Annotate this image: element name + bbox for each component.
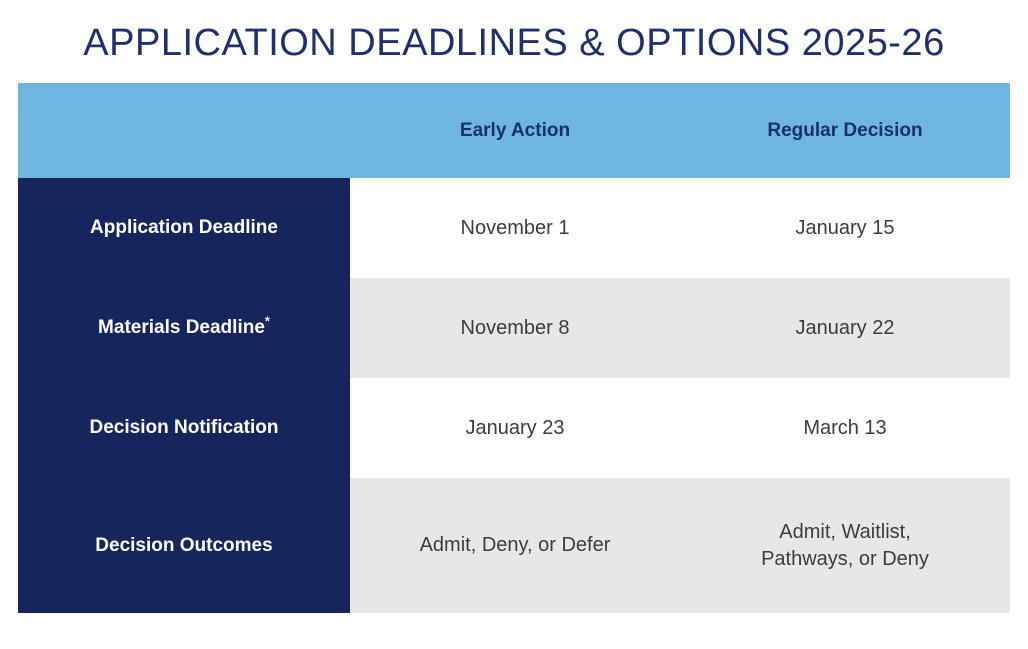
cell-decision-notification-early-action: January 23 (350, 378, 680, 478)
deadlines-table-container (18, 83, 1010, 613)
table-row (18, 278, 1010, 378)
row-label-decision-notification: Decision Notification (18, 378, 350, 478)
table-row (18, 178, 1010, 278)
cell-decision-outcomes-regular-decision (680, 478, 1010, 613)
row-label-application-deadline: Application Deadline (18, 178, 350, 278)
row-label-materials-deadline-text: Materials Deadline (98, 317, 265, 338)
column-header-early-action: Early Action (350, 83, 680, 178)
column-header-regular-decision: Regular Decision (680, 83, 1010, 178)
asterisk-marker: * (264, 313, 270, 329)
cell-line: Pathways, or Deny (761, 547, 929, 570)
table-header (18, 83, 1010, 178)
cell-line: Admit, Waitlist, (779, 520, 911, 543)
row-label-decision-outcomes: Decision Outcomes (18, 478, 350, 613)
deadlines-table (18, 83, 1010, 613)
table-corner-cell (18, 83, 350, 178)
cell-decision-notification-regular-decision: March 13 (680, 378, 1010, 478)
page-title: APPLICATION DEADLINES & OPTIONS 2025-26 (83, 22, 945, 64)
cell-decision-outcomes-early-action (350, 478, 680, 613)
cell-materials-deadline-early-action: November 8 (350, 278, 680, 378)
table-row (18, 478, 1010, 613)
cell-line: Admit, Deny, or Defer (419, 534, 611, 556)
cell-application-deadline-early-action: November 1 (350, 178, 680, 278)
table-body (18, 178, 1010, 613)
cell-materials-deadline-regular-decision: January 22 (680, 278, 1010, 378)
cell-application-deadline-regular-decision: January 15 (680, 178, 1010, 278)
table-row (18, 378, 1010, 478)
row-label-materials-deadline (18, 278, 350, 378)
table-header-row (18, 83, 1010, 178)
